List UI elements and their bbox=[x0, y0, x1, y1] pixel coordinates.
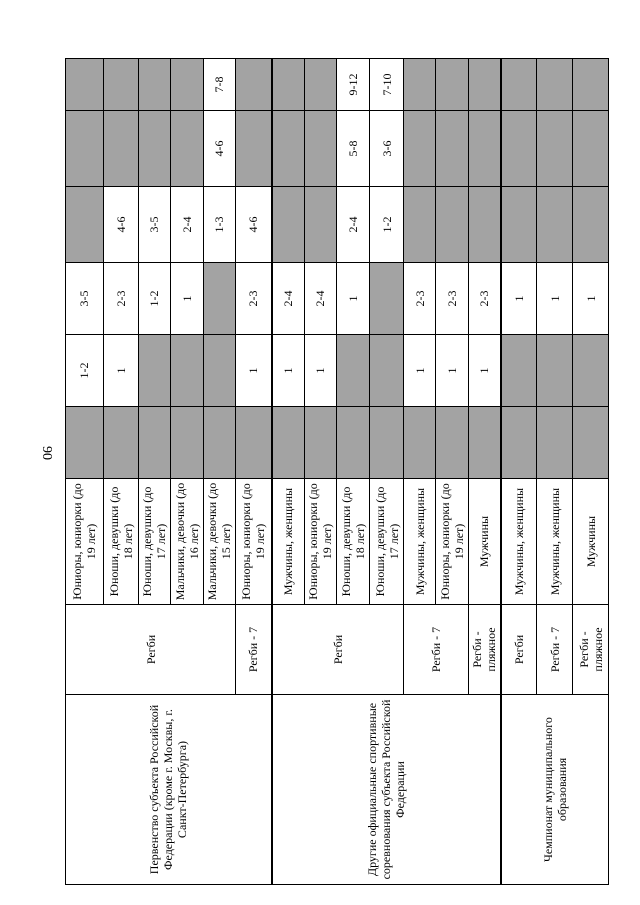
value-cell: 1 bbox=[272, 335, 305, 407]
value-cell bbox=[203, 263, 236, 335]
value-cell bbox=[171, 111, 204, 187]
value-cell: 7-8 bbox=[203, 59, 236, 111]
value-cell: 2-3 bbox=[103, 263, 138, 335]
value-cell: 1 bbox=[468, 335, 501, 407]
value-cell bbox=[573, 111, 609, 187]
value-cell bbox=[203, 335, 236, 407]
value-cell bbox=[435, 59, 468, 111]
value-cell: 1 bbox=[103, 335, 138, 407]
value-cell bbox=[573, 59, 609, 111]
value-cell: 9-12 bbox=[337, 59, 370, 111]
age-group-cell: Юноши, девушки (до 17 лет) bbox=[138, 479, 171, 605]
value-cell bbox=[404, 407, 436, 479]
value-cell bbox=[369, 335, 404, 407]
discipline-cell: Регби - пляжное bbox=[468, 605, 501, 695]
value-cell: 1-2 bbox=[66, 335, 104, 407]
value-cell: 4-6 bbox=[203, 111, 236, 187]
value-cell bbox=[537, 59, 573, 111]
value-cell bbox=[304, 59, 337, 111]
value-cell: 3-5 bbox=[138, 187, 171, 263]
value-cell bbox=[236, 407, 272, 479]
value-cell bbox=[369, 407, 404, 479]
value-cell: 5-8 bbox=[337, 111, 370, 187]
value-cell: 1 bbox=[501, 263, 537, 335]
value-cell: 7-10 bbox=[369, 59, 404, 111]
value-cell bbox=[468, 59, 501, 111]
value-cell bbox=[138, 59, 171, 111]
age-group-cell: Мужчины bbox=[468, 479, 501, 605]
value-cell: 3-5 bbox=[66, 263, 104, 335]
value-cell bbox=[304, 111, 337, 187]
value-cell bbox=[573, 187, 609, 263]
value-cell: 1 bbox=[435, 335, 468, 407]
value-cell bbox=[103, 407, 138, 479]
value-cell bbox=[272, 187, 305, 263]
value-cell bbox=[138, 407, 171, 479]
value-cell bbox=[171, 59, 204, 111]
age-group-cell: Юноши, девушки (до 18 лет) bbox=[337, 479, 370, 605]
value-cell bbox=[272, 111, 305, 187]
value-cell bbox=[537, 111, 573, 187]
value-cell bbox=[138, 111, 171, 187]
value-cell bbox=[435, 111, 468, 187]
age-group-cell: Юниоры, юниорки (до 19 лет) bbox=[236, 479, 272, 605]
page-number: 90 bbox=[39, 446, 54, 460]
value-cell bbox=[537, 335, 573, 407]
competition-cell: Первенство субъекта Российской Федерации (кроме г. Москвы, г. Санкт-Петербурга) bbox=[66, 695, 272, 885]
value-cell bbox=[66, 407, 104, 479]
value-cell: 2-3 bbox=[468, 263, 501, 335]
value-cell bbox=[435, 187, 468, 263]
value-cell: 1 bbox=[404, 335, 436, 407]
value-cell bbox=[468, 187, 501, 263]
value-cell: 2-3 bbox=[404, 263, 436, 335]
value-cell bbox=[468, 111, 501, 187]
competition-cell: Другие официальные спортивные соревнования субъекта Российской Федерации bbox=[272, 695, 502, 885]
value-cell bbox=[501, 407, 537, 479]
value-cell bbox=[501, 59, 537, 111]
value-cell bbox=[501, 335, 537, 407]
value-cell bbox=[304, 407, 337, 479]
age-group-cell: Юноши, девушки (до 18 лет) bbox=[103, 479, 138, 605]
value-cell: 1 bbox=[573, 263, 609, 335]
value-cell: 2-4 bbox=[171, 187, 204, 263]
value-cell: 2-4 bbox=[304, 263, 337, 335]
value-cell bbox=[468, 407, 501, 479]
value-cell bbox=[404, 59, 436, 111]
value-cell: 4-6 bbox=[236, 187, 272, 263]
value-cell: 3-6 bbox=[369, 111, 404, 187]
discipline-cell: Регби bbox=[501, 605, 537, 695]
age-group-cell: Юноши, девушки (до 17 лет) bbox=[369, 479, 404, 605]
value-cell: 1 bbox=[171, 263, 204, 335]
value-cell bbox=[272, 407, 305, 479]
rotated-table-container bbox=[65, 59, 609, 885]
value-cell: 2-4 bbox=[337, 187, 370, 263]
value-cell bbox=[337, 407, 370, 479]
age-group-cell: Мальчики, девочки (до 16 лет) bbox=[171, 479, 204, 605]
value-cell: 2-3 bbox=[435, 263, 468, 335]
value-cell bbox=[103, 111, 138, 187]
age-group-cell: Мужчины, женщины bbox=[404, 479, 436, 605]
age-group-cell: Юниоры, юниорки (до 19 лет) bbox=[66, 479, 104, 605]
discipline-cell: Регби - 7 bbox=[537, 605, 573, 695]
value-cell: 1 bbox=[236, 335, 272, 407]
age-group-cell: Мужчины bbox=[573, 479, 609, 605]
discipline-cell: Регби - пляжное bbox=[573, 605, 609, 695]
value-cell: 2-3 bbox=[236, 263, 272, 335]
value-cell bbox=[66, 187, 104, 263]
age-group-cell: Мужчины, женщины bbox=[501, 479, 537, 605]
discipline-cell: Регби bbox=[272, 605, 404, 695]
value-cell bbox=[272, 59, 305, 111]
value-cell bbox=[171, 335, 204, 407]
value-cell bbox=[537, 407, 573, 479]
discipline-cell: Регби - 7 bbox=[236, 605, 272, 695]
value-cell bbox=[171, 407, 204, 479]
value-cell: 1 bbox=[337, 263, 370, 335]
value-cell bbox=[304, 187, 337, 263]
value-cell bbox=[369, 263, 404, 335]
table-row bbox=[501, 59, 537, 885]
value-cell bbox=[337, 335, 370, 407]
value-cell bbox=[138, 335, 171, 407]
value-cell bbox=[501, 187, 537, 263]
age-group-cell: Юниоры, юниорки (до 19 лет) bbox=[435, 479, 468, 605]
discipline-cell: Регби bbox=[66, 605, 236, 695]
value-cell: 1 bbox=[304, 335, 337, 407]
value-cell bbox=[537, 187, 573, 263]
discipline-cell: Регби - 7 bbox=[404, 605, 468, 695]
value-cell bbox=[573, 335, 609, 407]
age-group-cell: Мужчины, женщины bbox=[537, 479, 573, 605]
value-cell: 2-4 bbox=[272, 263, 305, 335]
table-row bbox=[272, 59, 305, 885]
value-cell bbox=[404, 111, 436, 187]
value-cell bbox=[404, 187, 436, 263]
value-cell bbox=[501, 111, 537, 187]
value-cell bbox=[203, 407, 236, 479]
value-cell: 1-2 bbox=[369, 187, 404, 263]
competition-cell: Чемпионат муниципального образования bbox=[501, 695, 608, 885]
value-cell: 4-6 bbox=[103, 187, 138, 263]
value-cell bbox=[435, 407, 468, 479]
value-cell bbox=[236, 111, 272, 187]
value-cell: 1-3 bbox=[203, 187, 236, 263]
age-group-cell: Юниоры, юниорки (до 19 лет) bbox=[304, 479, 337, 605]
value-cell bbox=[66, 111, 104, 187]
value-cell bbox=[103, 59, 138, 111]
sports-category-table bbox=[65, 58, 609, 885]
value-cell: 1-2 bbox=[138, 263, 171, 335]
value-cell bbox=[66, 59, 104, 111]
table-row bbox=[66, 59, 104, 885]
value-cell: 1 bbox=[537, 263, 573, 335]
age-group-cell: Мужчины, женщины bbox=[272, 479, 305, 605]
value-cell bbox=[236, 59, 272, 111]
age-group-cell: Мальчики, девочки (до 15 лет) bbox=[203, 479, 236, 605]
value-cell bbox=[573, 407, 609, 479]
